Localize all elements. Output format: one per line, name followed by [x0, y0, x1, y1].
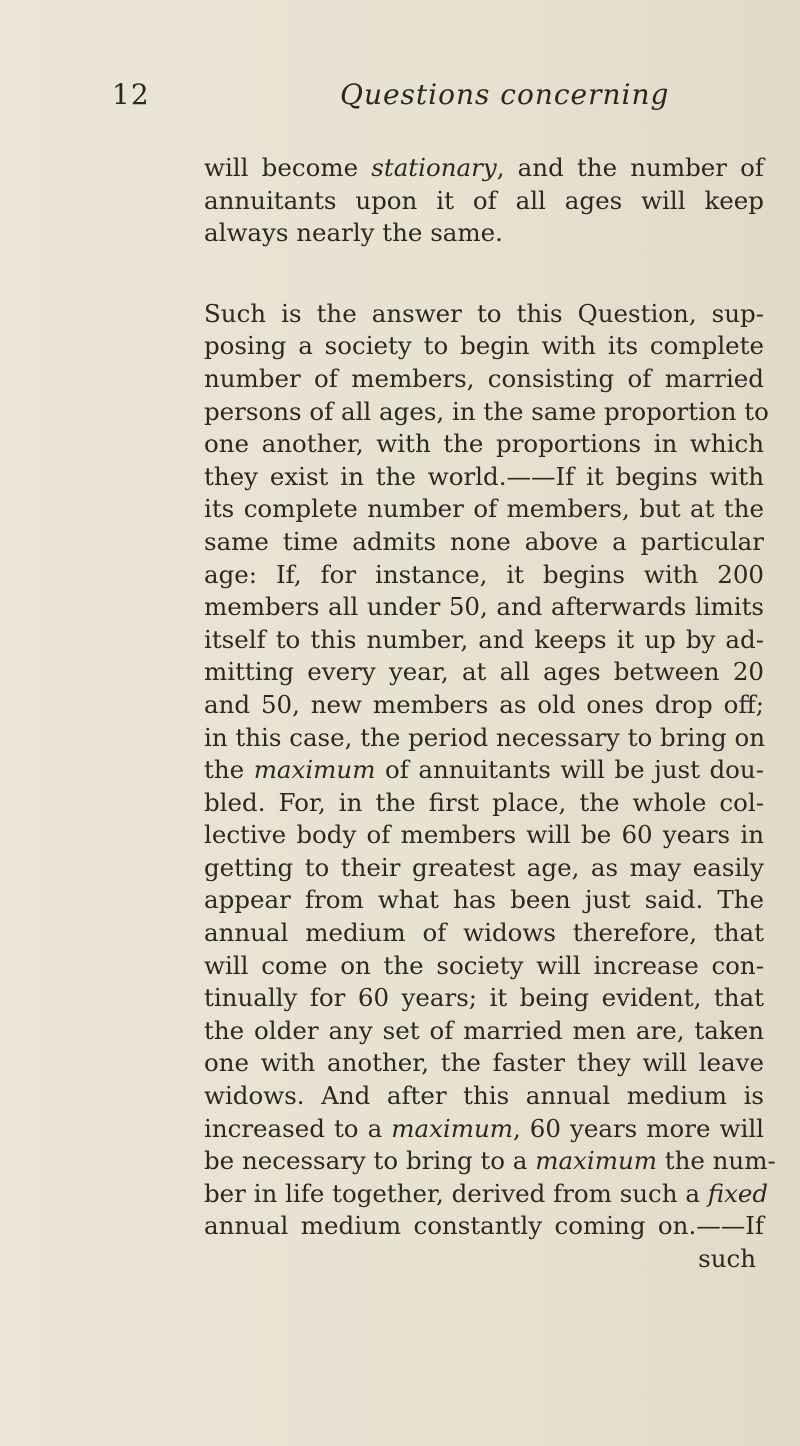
- paragraph-1: [204, 152, 764, 250]
- text-line: persons of all ages, in the same proportion to: [204, 396, 769, 426]
- text-line: its complete number of members, but at the: [204, 494, 764, 524]
- body-text: [204, 152, 776, 1276]
- text-line: in this case, the period necessary to bring on: [204, 722, 766, 752]
- text-line: age: If, for instance, it begins with 200: [204, 559, 764, 589]
- text-line: annual medium of widows therefore, that: [204, 918, 764, 948]
- paragraph-2: [204, 298, 776, 1276]
- text-line: Such is the answer to this Question, sup-: [204, 298, 764, 328]
- text-line: increased to a maximum, 60 years more will: [204, 1113, 764, 1143]
- page-header: [112, 78, 672, 122]
- text-line: always nearly the same.: [204, 218, 503, 248]
- text-line: number of members, consisting of married: [204, 363, 764, 393]
- text-line: annuitants upon it of all ages will keep: [204, 185, 764, 215]
- text-line: members all under 50, and afterwards limits: [204, 592, 764, 622]
- catchword: such: [698, 1244, 756, 1273]
- text-line: will come on the society will increase con-: [204, 950, 764, 980]
- text-line: will become stationary, and the number of: [204, 153, 764, 182]
- running-head: Questions concerning: [340, 78, 670, 111]
- text-line: annual medium constantly coming on.——If: [204, 1211, 764, 1241]
- text-line: lective body of members will be 60 years in: [204, 820, 764, 850]
- text-line: appear from what has been just said. The: [204, 885, 764, 915]
- text-line: the older any set of married men are, taken: [204, 1015, 764, 1045]
- page-number: 12: [112, 78, 150, 111]
- text-line: itself to this number, and keeps it up by ad-: [204, 624, 764, 654]
- text-line: ber in life together, derived from such a fixed: [204, 1178, 769, 1208]
- text-line: tinually for 60 years; it being evident, that: [204, 983, 764, 1013]
- text-line: one another, with the proportions in which: [204, 429, 764, 459]
- text-line: posing a society to begin with its complete: [204, 331, 764, 361]
- text-line: bled. For, in the first place, the whole col-: [204, 787, 764, 817]
- text-line: one with another, the faster they will leave: [204, 1048, 764, 1078]
- text-line: widows. And after this annual medium is: [204, 1081, 764, 1111]
- text-line: getting to their greatest age, as may easily: [204, 852, 764, 882]
- text-line: be necessary to bring to a maximum the num-: [204, 1146, 776, 1176]
- text-line: and 50, new members as old ones drop off;: [204, 689, 764, 719]
- text-line: the maximum of annuitants will be just dou-: [204, 755, 764, 785]
- text-line: mitting every year, at all ages between 20: [204, 657, 764, 687]
- text-line: same time admits none above a particular: [204, 526, 764, 556]
- text-line: they exist in the world.——If it begins with: [204, 461, 764, 491]
